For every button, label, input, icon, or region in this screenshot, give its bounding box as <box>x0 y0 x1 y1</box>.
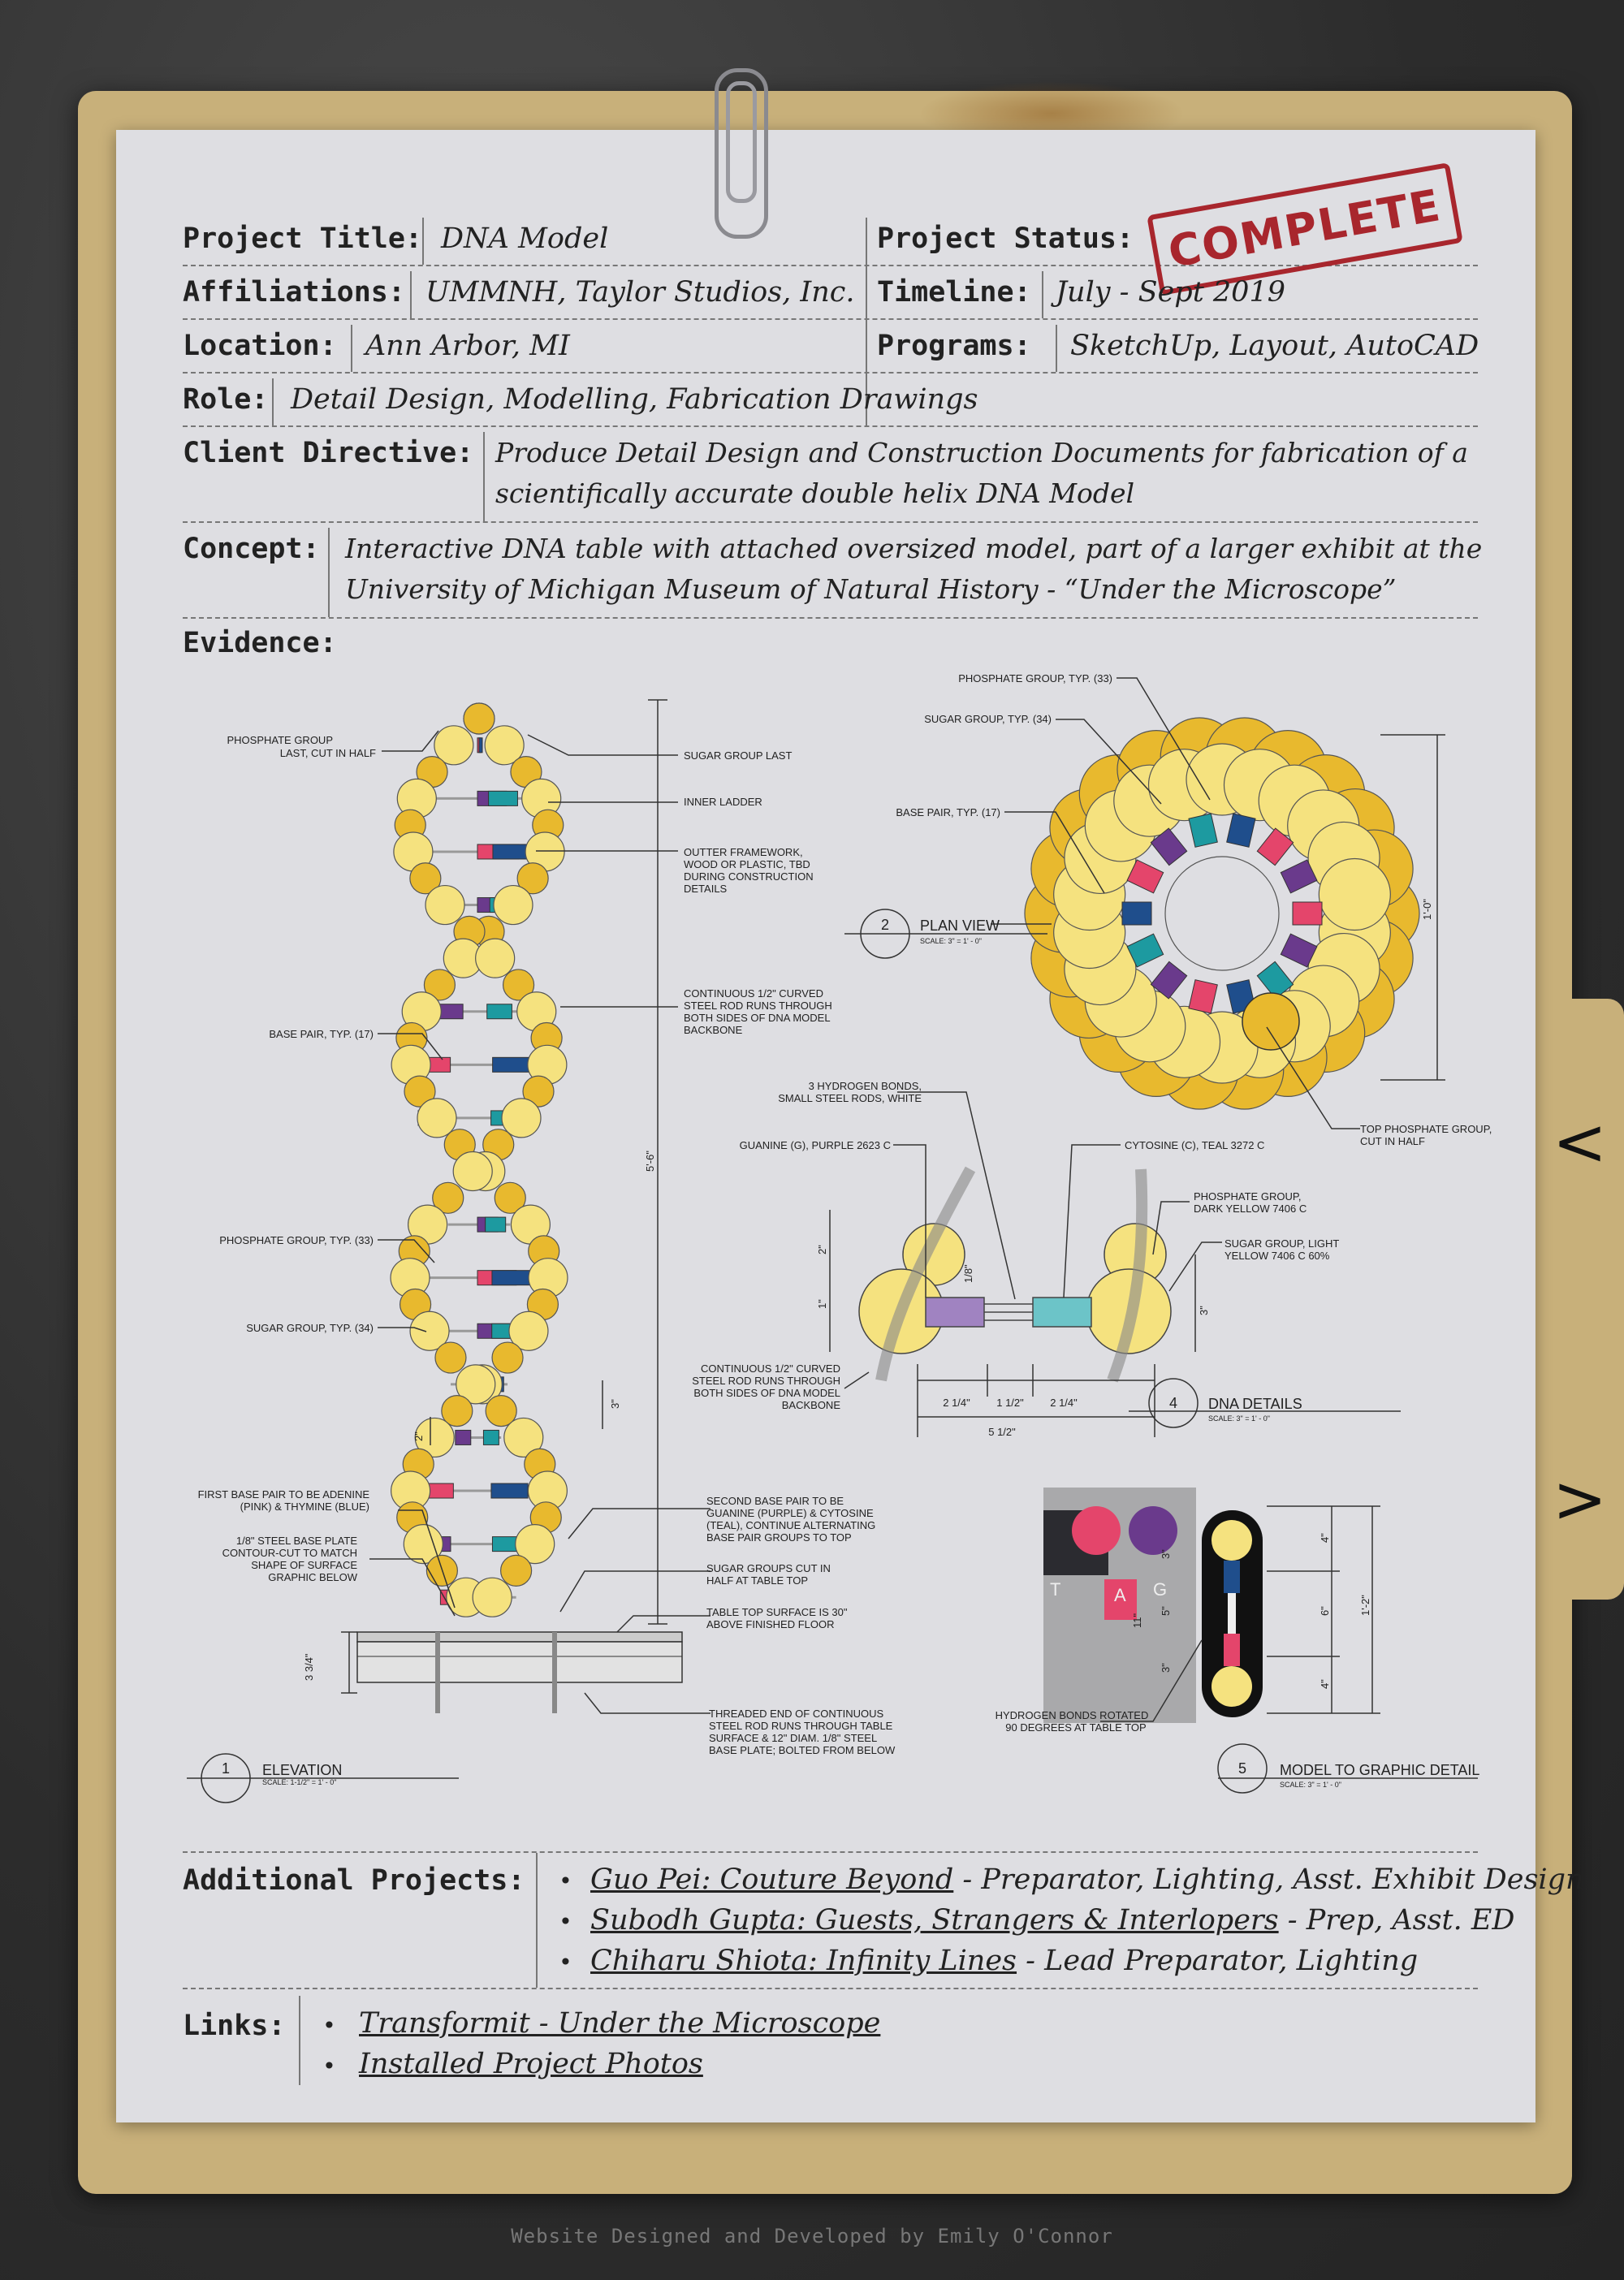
detail-w1: 2 1/4" <box>943 1397 970 1409</box>
plan-top-2: CUT IN HALF <box>1360 1135 1425 1147</box>
elevation-scale: SCALE: 1-1/2" = 1' - 0" <box>262 1778 337 1786</box>
link-installed-photos[interactable]: Installed Project Photos <box>359 2048 703 2080</box>
graphic-letter-t: T <box>1050 1579 1061 1600</box>
project-role: - Preparator, Lighting, Asst. Exhibit Design <box>953 1863 1584 1896</box>
project-item <box>590 1904 1514 1937</box>
base-right <box>491 1483 528 1498</box>
label-outter-2: WOOD OR PLASTIC, TBD <box>684 858 810 870</box>
location-label: Location: <box>183 330 337 362</box>
bullet-icon: • <box>322 2053 336 2079</box>
label-inner-ladder: INNER LADDER <box>684 796 762 808</box>
sugar-group <box>502 1099 541 1138</box>
label-thread-1: THREADED END OF CONTINUOUS <box>709 1708 884 1720</box>
plan-top-1: TOP PHOSPHATE GROUP, <box>1360 1123 1492 1135</box>
graphic-detail-drawing <box>1043 1488 1263 1723</box>
table-top <box>357 1632 682 1713</box>
graphic-number: 5 <box>1237 1760 1247 1777</box>
label-plate-1: 1/8" STEEL BASE PLATE <box>235 1535 357 1547</box>
project-item <box>590 1863 1584 1896</box>
phosphate-group <box>501 1555 532 1586</box>
dim-2: 2" <box>412 1431 425 1441</box>
detail-d3: 3" <box>1198 1306 1210 1315</box>
label-phosphate-last-1: PHOSPHATE GROUP <box>227 734 333 746</box>
role-label: Role: <box>183 383 269 416</box>
elevation-number: 1 <box>221 1760 231 1777</box>
label-plate-2: CONTOUR-CUT TO MATCH <box>222 1547 357 1559</box>
detail-phos-1: PHOSPHATE GROUP, <box>1194 1190 1302 1203</box>
graphic-r4a: 4" <box>1319 1533 1331 1543</box>
programs-value: SketchUp, Layout, AutoCAD <box>1070 330 1479 362</box>
graphic-letter-g: G <box>1153 1579 1168 1600</box>
plan-base <box>1189 980 1217 1013</box>
complete-stamp: COMPLETE <box>1147 162 1463 296</box>
project-role: - Prep, Asst. ED <box>1278 1904 1515 1937</box>
dim-3: 3" <box>609 1399 621 1409</box>
detail-d18: 1/8" <box>962 1264 974 1283</box>
plan-base <box>1293 902 1322 925</box>
project-status-label: Project Status: <box>877 222 1134 255</box>
detail-d2: 2" <box>816 1245 828 1254</box>
plan-title: PLAN VIEW <box>920 918 1000 934</box>
graphic-title: MODEL TO GRAPHIC DETAIL <box>1280 1762 1480 1778</box>
plan-base <box>1227 814 1255 847</box>
label-sugar-cut-2: HALF AT TABLE TOP <box>706 1574 808 1587</box>
detail-d1: 1" <box>816 1299 828 1309</box>
project-link[interactable]: Guo Pei: Couture Beyond <box>590 1863 954 1896</box>
details-scale: SCALE: 3" = 1' - 0" <box>1208 1414 1270 1423</box>
programs-label: Programs: <box>877 330 1031 362</box>
client-directive-line2: scientifically accurate double helix DNA Model <box>495 477 1135 509</box>
detail-sugar-1: SUGAR GROUP, LIGHT <box>1224 1237 1340 1250</box>
project-role: - Lead Preparator, Lighting <box>1017 1945 1419 1977</box>
graphic-d11: 11" <box>1131 1613 1143 1628</box>
row-divider <box>183 1988 1478 1989</box>
label-thread-3: SURFACE & 12" DIAM. 1/8" STEEL <box>709 1732 878 1744</box>
details-number: 4 <box>1168 1395 1178 1411</box>
link-transformit[interactable]: Transformit - Under the Microscope <box>359 2007 881 2040</box>
plan-base <box>1122 902 1151 925</box>
links-label: Links: <box>183 2010 286 2042</box>
label-thread-4: BASE PLATE; BOLTED FROM BELOW <box>709 1744 896 1756</box>
base-left <box>456 1430 471 1444</box>
col-divider <box>536 1853 538 1988</box>
base-right <box>479 738 482 753</box>
label-second-4: BASE PAIR GROUPS TO TOP <box>706 1531 852 1544</box>
detail-phos-2: DARK YELLOW 7406 C <box>1194 1203 1307 1215</box>
bullet-icon: • <box>559 1868 572 1894</box>
row-divider <box>183 1851 1478 1853</box>
graphic-hyd-2: 90 DEGREES AT TABLE TOP <box>1005 1721 1147 1734</box>
label-first-2: (PINK) & THYMINE (BLUE) <box>240 1501 369 1513</box>
sugar-group <box>473 1578 512 1617</box>
label-second-2: GUANINE (PURPLE) & CYTOSINE <box>706 1507 874 1519</box>
project-link[interactable]: Chiharu Shiota: Infinity Lines <box>590 1945 1017 1977</box>
detail-w2: 1 1/2" <box>996 1397 1024 1409</box>
concept-label: Concept: <box>183 533 320 565</box>
label-rod-4: BACKBONE <box>684 1024 743 1036</box>
plan-top-phosphate <box>1242 993 1299 1050</box>
project-link[interactable]: Subodh Gupta: Guests, Strangers & Interlopers <box>590 1904 1279 1937</box>
label-first-1: FIRST BASE PAIR TO BE ADENINE <box>197 1488 369 1501</box>
client-directive-line1: Produce Detail Design and Construction Documents for fabrication of a <box>495 437 1468 469</box>
sugar-group <box>453 1152 492 1191</box>
client-directive-label: Client Directive: <box>183 437 474 469</box>
base-right <box>493 1057 533 1072</box>
base-right <box>489 791 518 805</box>
detail-rod-1: CONTINUOUS 1/2" CURVED <box>701 1362 840 1375</box>
sugar-group <box>425 886 464 925</box>
label-rod-3: BOTH SIDES OF DNA MODEL <box>684 1012 831 1024</box>
affiliations-label: Affiliations: <box>183 276 405 309</box>
sugar-group <box>417 1099 456 1138</box>
label-phosphate-typ: PHOSPHATE GROUP, TYP. (33) <box>219 1234 374 1246</box>
label-rod-1: CONTINUOUS 1/2" CURVED <box>684 987 823 1000</box>
project-title-label: Project Title: <box>183 222 423 255</box>
label-base-pair: BASE PAIR, TYP. (17) <box>269 1028 374 1040</box>
base-right <box>483 1430 499 1444</box>
detail-guanine: GUANINE (G), PURPLE 2623 C <box>739 1139 891 1151</box>
detail-hbond-1: 3 HYDROGEN BONDS, <box>808 1080 922 1092</box>
label-outter-3: DURING CONSTRUCTION <box>684 870 814 883</box>
graphic-d3b: 3" <box>1160 1663 1172 1673</box>
graphic-d3a: 3" <box>1160 1549 1172 1559</box>
plan-number: 2 <box>880 917 890 933</box>
label-thread-2: STEEL ROD RUNS THROUGH TABLE <box>709 1720 893 1732</box>
detail-sugar-2: YELLOW 7406 C 60% <box>1224 1250 1330 1262</box>
evidence-label: Evidence: <box>183 627 337 659</box>
footer-credit: Website Designed and Developed by Emily O'Connor <box>511 2225 1113 2248</box>
base-right <box>492 1271 531 1285</box>
dim-334: 3 3/4" <box>303 1653 315 1681</box>
phosphate-group <box>492 1342 523 1373</box>
detail-cytosine: CYTOSINE (C), TEAL 3272 C <box>1125 1139 1265 1151</box>
timeline-value: July - Sept 2019 <box>1056 276 1285 309</box>
label-second-1: SECOND BASE PAIR TO BE <box>706 1495 844 1507</box>
plan-view-ring <box>1025 718 1419 1109</box>
project-item <box>590 1945 1418 1977</box>
plan-dim: 1'-0" <box>1421 899 1433 920</box>
bullet-icon: • <box>559 1908 572 1935</box>
additional-projects-label: Additional Projects: <box>183 1864 525 1897</box>
label-outter-4: DETAILS <box>684 883 728 895</box>
elevation-title: ELEVATION <box>262 1762 343 1778</box>
plan-scale: SCALE: 3" = 1' - 0" <box>920 937 982 945</box>
label-table-2: ABOVE FINISHED FLOOR <box>706 1618 835 1630</box>
phosphate-group <box>435 1342 466 1373</box>
concept-line2: University of Michigan Museum of Natural History - “Under the Microscope” <box>345 573 1397 605</box>
plan-sugar: SUGAR GROUP, TYP. (34) <box>924 713 1052 725</box>
graphic-d5: 5" <box>1160 1606 1172 1616</box>
detail-wt: 5 1/2" <box>988 1426 1016 1438</box>
sugar-group <box>494 886 533 925</box>
base-left <box>438 1004 463 1019</box>
detail-rod-4: BACKBONE <box>781 1399 840 1411</box>
detail-w3: 2 1/4" <box>1050 1397 1078 1409</box>
plan-center <box>1165 857 1279 970</box>
graphic-hyd-1: HYDROGEN BONDS ROTATED <box>995 1709 1149 1721</box>
label-phosphate-last-2: LAST, CUT IN HALF <box>279 747 376 759</box>
graphic-letter-a: A <box>1114 1585 1126 1605</box>
label-rod-2: STEEL ROD RUNS THROUGH <box>684 1000 832 1012</box>
label-sugar-typ: SUGAR GROUP, TYP. (34) <box>246 1322 374 1334</box>
graphic-scale: SCALE: 3" = 1' - 0" <box>1280 1781 1341 1789</box>
detail-hbond-2: SMALL STEEL RODS, WHITE <box>778 1092 922 1104</box>
location-value: Ann Arbor, MI <box>365 330 570 362</box>
graphic-r4b: 4" <box>1319 1679 1331 1689</box>
base-right <box>487 1004 512 1019</box>
label-sugar-last: SUGAR GROUP LAST <box>684 749 793 762</box>
next-project-button[interactable]: > <box>1553 1462 1608 1537</box>
col-divider <box>299 1996 300 2085</box>
plan-base <box>1189 814 1217 847</box>
label-plate-4: GRAPHIC BELOW <box>268 1571 357 1583</box>
details-title: DNA DETAILS <box>1208 1396 1302 1412</box>
graphic-r12: 1'-2" <box>1359 1595 1371 1616</box>
role-value: Detail Design, Modelling, Fabrication Drawings <box>291 383 978 416</box>
prev-project-button[interactable]: < <box>1553 1104 1608 1180</box>
timeline-label: Timeline: <box>877 276 1031 309</box>
elevation-helix <box>391 703 568 1617</box>
label-sugar-cut-1: SUGAR GROUPS CUT IN <box>706 1562 831 1574</box>
detail-rod-3: BOTH SIDES OF DNA MODEL <box>693 1387 840 1399</box>
project-title-value: DNA Model <box>441 222 609 255</box>
affiliations-value: UMMNH, Taylor Studios, Inc. <box>425 276 855 309</box>
concept-line1: Interactive DNA table with attached oversized model, part of a larger exhibit at the <box>345 533 1483 564</box>
base-right <box>486 1217 506 1232</box>
detail-rod-2: STEEL ROD RUNS THROUGH <box>692 1375 840 1387</box>
phosphate-group <box>464 703 495 734</box>
plan-phosphate: PHOSPHATE GROUP, TYP. (33) <box>958 672 1112 684</box>
label-plate-3: SHAPE OF SURFACE <box>251 1559 357 1571</box>
sugar-group <box>476 939 515 978</box>
graphic-r6: 6" <box>1319 1606 1331 1616</box>
bullet-icon: • <box>559 1949 572 1976</box>
dna-detail-drawing <box>859 1169 1171 1380</box>
dim-height: 5'-6" <box>644 1151 656 1172</box>
bullet-icon: • <box>322 2012 336 2039</box>
plan-sugar <box>1319 859 1390 931</box>
label-outter-1: OUTTER FRAMEWORK, <box>684 846 803 858</box>
plan-base-pair: BASE PAIR, TYP. (17) <box>896 806 1000 818</box>
label-second-3: (TEAL), CONTINUE ALTERNATING <box>706 1519 876 1531</box>
label-table-1: TABLE TOP SURFACE IS 30" <box>706 1606 848 1618</box>
